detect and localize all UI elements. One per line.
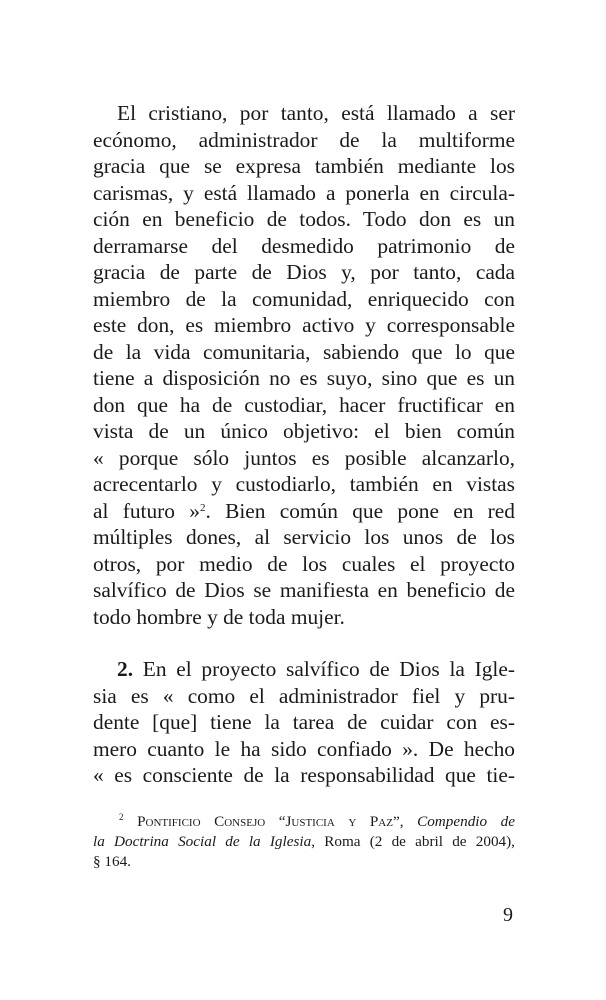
page-number: 9 [503, 904, 513, 926]
text-line: vista de un único objetivo: el bien común [93, 419, 515, 443]
text-fragment: al futuro » [93, 498, 200, 523]
text-line-with-footnote-ref [93, 498, 515, 525]
text-line: acrecentarlo y custodiarlo, también en vistas [93, 472, 515, 496]
text-fragment: , [399, 813, 418, 830]
footnote-title: la Doctrina Social de la Iglesia [93, 833, 312, 850]
text-line: don que ha de custodiar, hacer fructificar en [93, 392, 515, 417]
book-page [93, 0, 515, 1000]
text-fragment: . Bien común que pone en red [205, 498, 515, 523]
text-line: todo hombre y de toda mujer. [93, 604, 345, 629]
footnote-line: § 164. [93, 853, 131, 870]
text-line: mero cuanto le ha sido confiado ». De hecho [93, 736, 515, 761]
text-line: sia es « como el administrador fiel y pru- [93, 683, 515, 708]
text-line: miembro de la comunidad, enriquecido con [93, 286, 515, 311]
footnote-reference[interactable]: 2 [199, 501, 206, 514]
text-line: gracia que se expresa también mediante los [93, 154, 515, 178]
text-line: tiene a disposición no es suyo, sino que es un [93, 366, 515, 390]
text-line: gracia de parte de Dios y, por tanto, cada [93, 260, 515, 284]
text-line: « porque sólo juntos es posible alcanzarlo, [93, 445, 515, 470]
text-line: El cristiano, por tanto, está llamado a ser [117, 101, 515, 125]
section-number: 2. [117, 657, 134, 681]
text-fragment: En el proyecto salvífico de Dios la Igle- [142, 657, 515, 681]
text-line: dente [que] tiene la tarea de cuidar con es- [93, 710, 515, 734]
text-line [117, 656, 515, 683]
text-line: « es consciente de la responsabilidad que tie- [93, 763, 515, 787]
text-line: ción en beneficio de todos. Todo don es un [93, 207, 515, 231]
footnote-title: Compendio de [417, 813, 516, 830]
text-line: carismas, y está llamado a ponerla en circula- [93, 180, 515, 205]
text-fragment: , Roma (2 de abril de 2004), [311, 833, 515, 850]
text-line: este don, es miembro activo y corresponsable [93, 313, 515, 337]
footnote-line [93, 832, 515, 852]
text-line: salvífico de Dios se manifiesta en beneficio de [93, 578, 515, 602]
footnote-marker: 2 [119, 812, 124, 822]
text-line: de la vida comunitaria, sabiendo que lo que [93, 339, 515, 364]
footnote-author: Pontificio Consejo “Justicia y Paz” [137, 813, 400, 830]
text-line: derramarse del desmedido patrimonio de [93, 233, 515, 258]
text-line: múltiples dones, al servicio los unos de los [93, 525, 515, 549]
text-line: ecónomo, administrador de la multiforme [93, 127, 515, 152]
footnote-line [119, 812, 515, 832]
text-line: otros, por medio de los cuales el proyecto [93, 551, 515, 576]
